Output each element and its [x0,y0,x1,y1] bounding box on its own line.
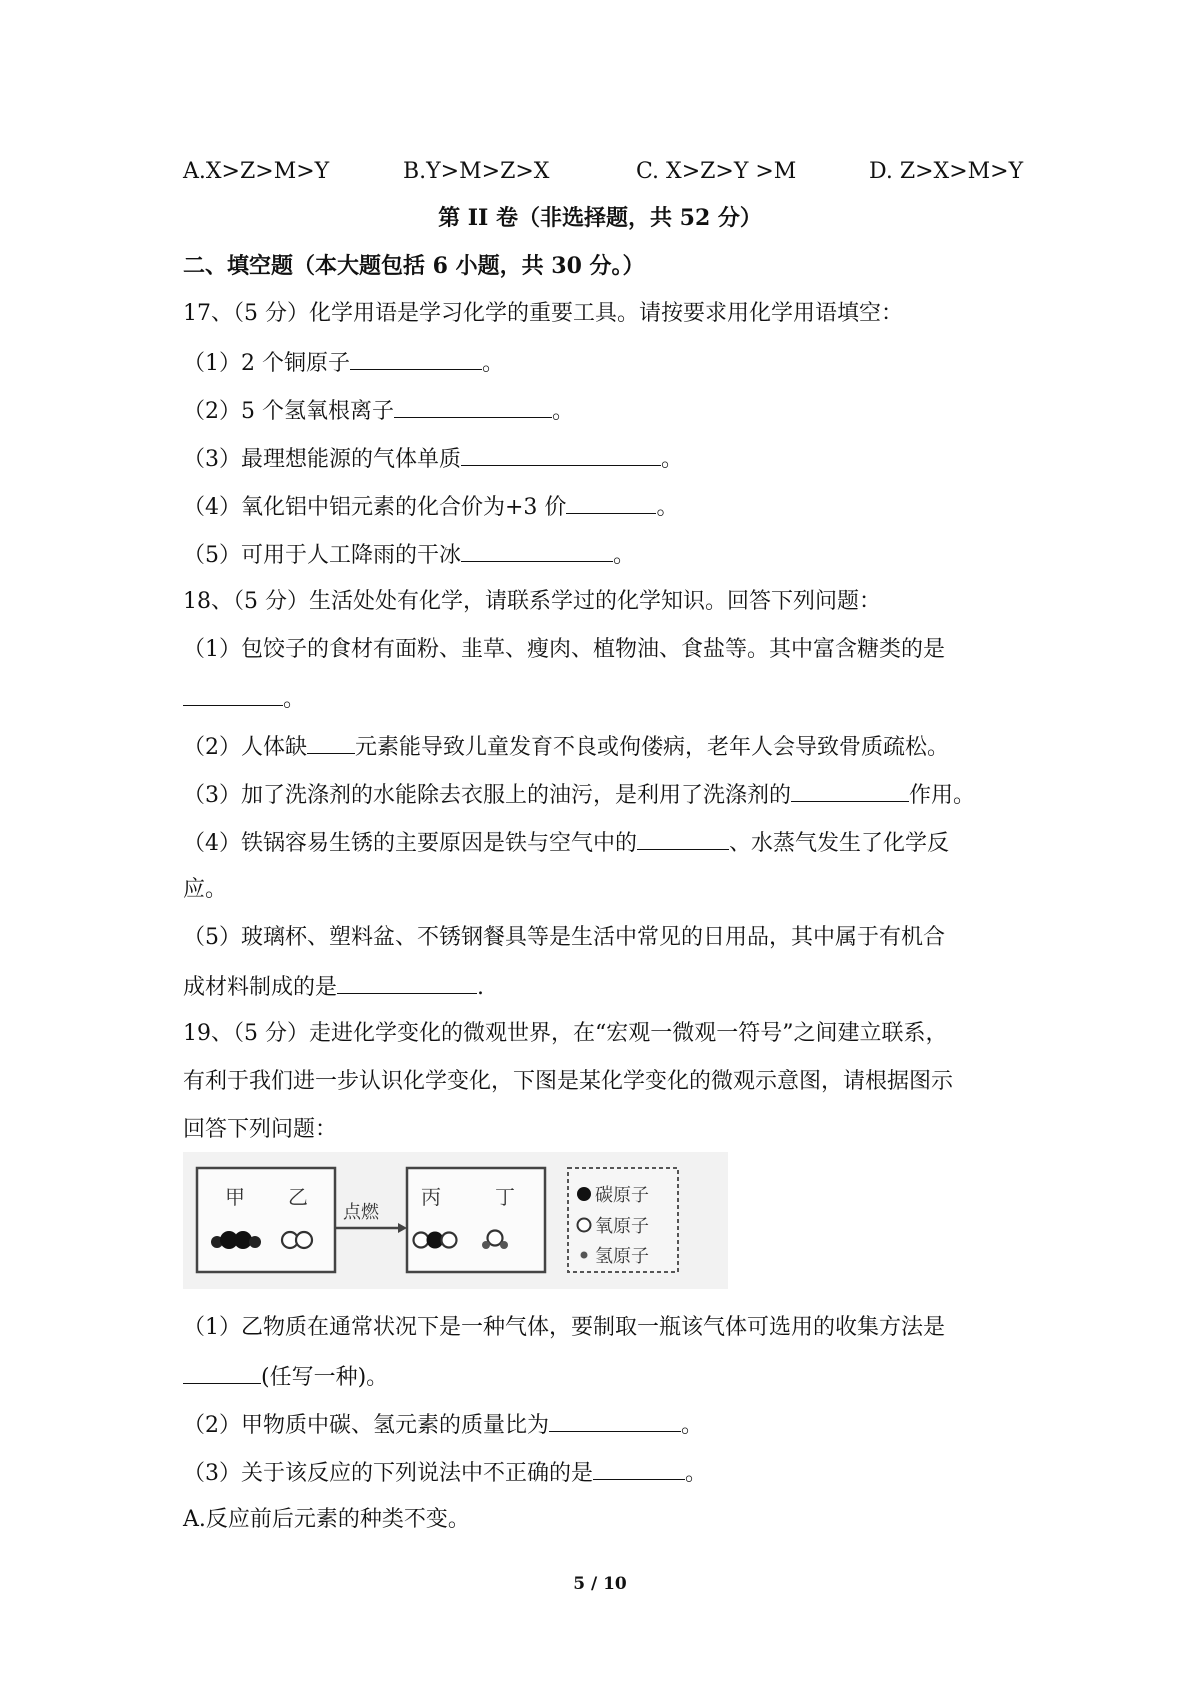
option-a: A.X>Z>M>Y [183,159,330,184]
answer-blank[interactable] [791,779,909,802]
q19-item-1-line1: （1）乙物质在通常状况下是一种气体，要制取一瓶该气体可选用的收集方法是 [183,1315,945,1340]
q18-stem: 18、（5 分）生活处处有化学，请联系学过的化学知识。回答下列问题： [183,589,881,614]
q18-item-4: （4）铁锅容易生锈的主要原因是铁与空气中的 、水蒸气发生了化学反 [183,827,949,859]
option-b: B.Y>M>Z>X [403,159,550,184]
answer-blank[interactable] [350,347,482,370]
answer-blank[interactable] [566,491,656,514]
answer-blank[interactable] [549,1409,681,1432]
q18-item-1-line2: 。 [183,683,305,715]
q18-item-1-line1: （1）包饺子的食材有面粉、韭草、瘦肉、植物油、食盐等。其中富含糖类的是 [183,637,945,662]
answer-blank[interactable] [461,539,613,562]
section-title: 第 II 卷（非选择题，共 52 分） [438,205,762,231]
q18-item-2: （2）人体缺 元素能导致儿童发育不良或佝偻病，老年人会导致骨质疏松。 [183,731,949,763]
q17-item-3: （3）最理想能源的气体单质 。 [183,443,683,475]
page-number: 5 / 10 [573,1574,627,1594]
q17-stem: 17、（5 分）化学用语是学习化学的重要工具。请按要求用化学用语填空： [183,301,903,326]
answer-blank[interactable] [637,827,729,850]
q19-item-2: （2）甲物质中碳、氢元素的质量比为 。 [183,1409,703,1441]
legend-oxygen: 氧原子 [595,1216,649,1237]
answer-blank[interactable] [593,1457,685,1480]
molecule-bing [414,1232,457,1249]
q19-option-a: A.反应前后元素的种类不变。 [183,1507,470,1532]
answer-blank[interactable] [461,443,661,466]
option-c: C. X>Z>Y >M [636,159,797,184]
part-title: 二、填空题（本大题包括 6 小题，共 30 分。） [183,253,645,279]
q18-item-3: （3）加了洗涤剂的水能除去衣服上的油污，是利用了洗涤剂的 作用。 [183,779,975,811]
product-box [407,1168,545,1272]
answer-blank[interactable] [183,683,283,706]
q17-item-4: （4）氧化铝中铝元素的化合价为+3 价 。 [183,491,678,523]
q19-item-3: （3）关于该反应的下列说法中不正确的是 。 [183,1457,707,1489]
q18-item-5-line1: （5）玻璃杯、塑料盆、不锈钢餐具等是生活中常见的日用品，其中属于有机合 [183,925,945,950]
q17-item-5: （5）可用于人工降雨的干冰 。 [183,539,635,571]
q19-stem-line1: 19、（5 分）走进化学变化的微观世界，在“宏观一微观一符号”之间建立联系， [183,1021,948,1046]
q19-stem-line2: 有利于我们进一步认识化学变化，下图是某化学变化的微观示意图，请根据图示 [183,1069,954,1094]
q17-item-1: （1）2 个铜原子 。 [183,347,504,379]
q19-item-1-line2: (任写一种)。 [183,1361,388,1393]
reactant-box [197,1168,335,1272]
option-d: D. Z>X>M>Y [869,159,1024,184]
molecule-yi [282,1232,312,1248]
answer-blank[interactable] [307,731,355,754]
q19-stem-line3: 回答下列问题： [183,1117,338,1142]
arrow-label: 点燃 [343,1202,379,1223]
answer-blank[interactable] [337,971,477,994]
q18-item-4-line2: 应。 [183,877,228,902]
q18-item-5-line2: 成材料制成的是 . [183,971,484,1003]
answer-blank[interactable] [394,395,552,418]
answer-blank[interactable] [183,1361,261,1384]
q17-item-2: （2）5 个氢氧根离子 。 [183,395,574,427]
legend-hydrogen: 氢原子 [595,1246,649,1267]
label-bing: 丙 [421,1185,441,1209]
label-jia: 甲 [225,1185,245,1209]
reaction-diagram [183,1152,728,1289]
label-yi: 乙 [288,1185,308,1209]
legend-carbon: 碳原子 [595,1185,649,1206]
label-ding: 丁 [495,1185,515,1209]
